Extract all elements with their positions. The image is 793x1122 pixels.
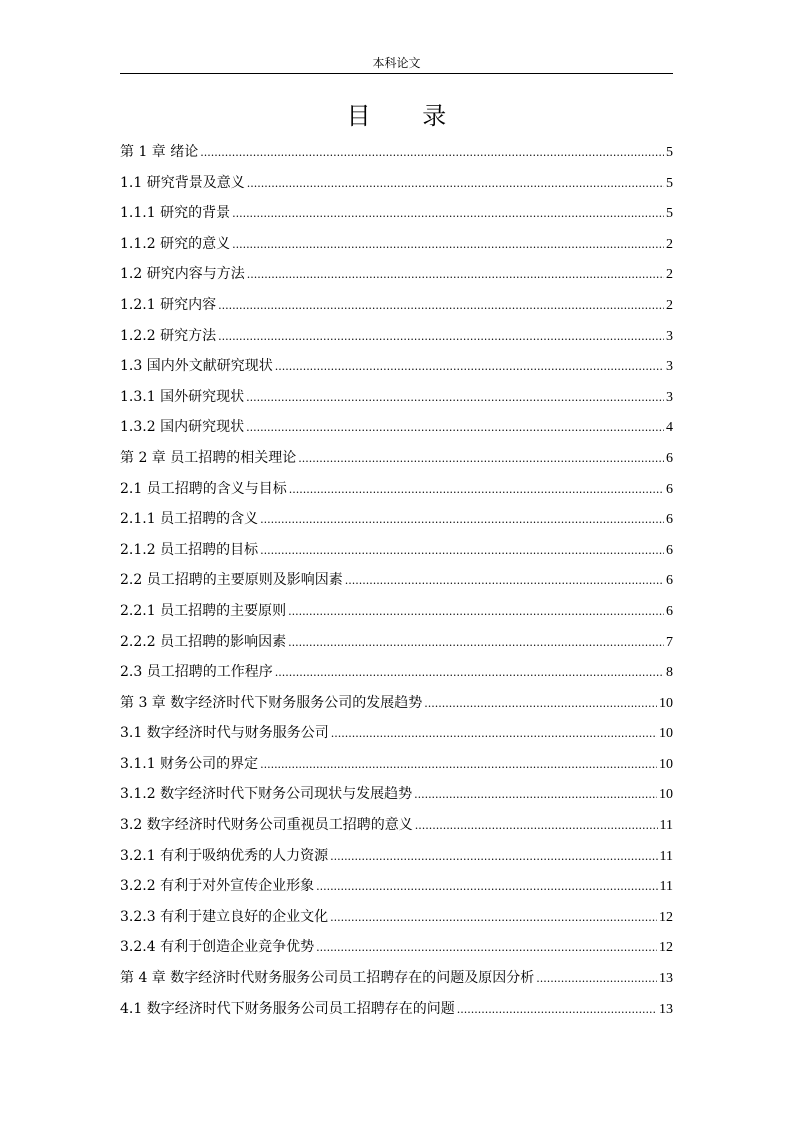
- toc-entry[interactable]: [120, 810, 673, 841]
- toc-entry[interactable]: [120, 596, 673, 627]
- toc-entry-label: 3.1 数字经济时代与财务服务公司: [120, 725, 329, 742]
- toc-entry[interactable]: [120, 474, 673, 505]
- toc-entry[interactable]: [120, 137, 673, 168]
- toc-entry[interactable]: [120, 627, 673, 658]
- toc-entry[interactable]: [120, 779, 673, 810]
- toc-dot-leader: [424, 689, 657, 720]
- toc-entry-page-number: 10: [659, 726, 673, 742]
- toc-entry-page-number: 2: [666, 267, 673, 283]
- toc-entry-label: 2.1.2 员工招聘的目标: [120, 541, 259, 558]
- toc-dot-leader: [246, 413, 664, 444]
- toc-entry-label: 4.1 数字经济时代下财务服务公司员工招聘存在的问题: [120, 1000, 455, 1017]
- toc-entry-page-number: 11: [659, 879, 673, 895]
- toc-dot-leader: [246, 383, 664, 414]
- toc-dot-leader: [316, 872, 657, 903]
- toc-dot-leader: [260, 750, 657, 781]
- toc-entry[interactable]: [120, 168, 673, 199]
- toc-dot-leader: [275, 658, 664, 689]
- toc-dot-leader: [260, 505, 664, 536]
- toc-entry-label: 1.1.1 研究的背景: [120, 205, 231, 222]
- toc-entry-page-number: 6: [666, 603, 673, 619]
- toc-entry-label: 3.1.2 数字经济时代下财务公司现状与发展趋势: [120, 786, 413, 803]
- toc-entry-label: 1.2.1 研究内容: [120, 296, 217, 313]
- toc-entry-page-number: 6: [666, 481, 673, 497]
- toc-entry-page-number: 5: [666, 175, 673, 191]
- toc-entry-page-number: 2: [666, 236, 673, 252]
- toc-entry-page-number: 12: [659, 909, 673, 925]
- toc-entry[interactable]: [120, 198, 673, 229]
- toc-dot-leader: [260, 536, 664, 567]
- toc-dot-leader: [298, 444, 664, 475]
- toc-entry-page-number: 10: [659, 756, 673, 772]
- toc-entry[interactable]: [120, 443, 673, 474]
- toc-entry-label: 2.2.1 员工招聘的主要原则: [120, 602, 287, 619]
- toc-entry-label: 第 4 章 数字经济时代财务服务公司员工招聘存在的问题及原因分析: [120, 970, 535, 987]
- toc-dot-leader: [415, 811, 658, 842]
- toc-dot-leader: [331, 719, 657, 750]
- toc-entry-page-number: 6: [666, 573, 673, 589]
- toc-entry[interactable]: [120, 382, 673, 413]
- toc-entry-label: 1.2 研究内容与方法: [120, 266, 245, 283]
- toc-entry-page-number: 5: [666, 145, 673, 160]
- toc-dot-leader: [288, 597, 664, 628]
- toc-entry-label: 1.3.2 国内研究现状: [120, 419, 245, 436]
- toc-entry-page-number: 11: [659, 818, 673, 834]
- toc-entry-label: 第 2 章 员工招聘的相关理论: [120, 449, 297, 466]
- toc-entry-label: 3.2.2 有利于对外宣传企业形象: [120, 878, 315, 895]
- toc-entry-label: 3.2.3 有利于建立良好的企业文化: [120, 908, 329, 925]
- toc-dot-leader: [232, 230, 664, 261]
- toc-entry[interactable]: [120, 871, 673, 902]
- toc-dot-leader: [247, 260, 664, 291]
- toc-dot-leader: [200, 138, 664, 169]
- toc-entry-label: 2.1.1 员工招聘的含义: [120, 511, 259, 528]
- page-title: 目 录: [346, 102, 469, 130]
- toc-dot-leader: [330, 903, 657, 934]
- toc-entry-page-number: 6: [666, 512, 673, 528]
- toc-entry-page-number: 10: [659, 787, 673, 803]
- toc-entry-label: 1.3 国内外文献研究现状: [120, 358, 273, 375]
- toc-dot-leader: [457, 995, 657, 1026]
- toc-dot-leader: [289, 475, 664, 506]
- toc-entry[interactable]: [120, 504, 673, 535]
- toc-entry[interactable]: [120, 259, 673, 290]
- toc-entry-page-number: 13: [659, 1001, 673, 1017]
- toc-entry-label: 2.2 员工招聘的主要原则及影响因素: [120, 572, 343, 589]
- toc-entry-label: 3.2 数字经济时代财务公司重视员工招聘的意义: [120, 817, 413, 834]
- toc-entry-page-number: 8: [666, 665, 673, 681]
- toc-entry-page-number: 5: [666, 206, 673, 222]
- toc-entry-label: 2.3 员工招聘的工作程序: [120, 664, 273, 681]
- toc-entry[interactable]: [120, 321, 673, 352]
- toc-entry-label: 3.2.1 有利于吸纳优秀的人力资源: [120, 847, 329, 864]
- toc-entry-page-number: 7: [666, 634, 673, 650]
- toc-entry-label: 2.2.2 员工招聘的影响因素: [120, 633, 287, 650]
- toc-dot-leader: [218, 291, 664, 322]
- toc-entry[interactable]: [120, 229, 673, 260]
- toc-entry[interactable]: [120, 290, 673, 321]
- toc-entry-page-number: 10: [659, 695, 673, 711]
- toc-dot-leader: [218, 322, 664, 353]
- toc-dot-leader: [330, 842, 657, 873]
- toc-entry[interactable]: [120, 351, 673, 382]
- page-header: 本科论文: [372, 56, 421, 70]
- toc-entry-label: 第 1 章 绪论: [120, 144, 199, 160]
- header-rule: [120, 73, 673, 74]
- toc-entry-page-number: 4: [666, 420, 673, 436]
- toc-entry[interactable]: [120, 565, 673, 596]
- toc-entry-label: 1.1.2 研究的意义: [120, 235, 231, 252]
- toc-entry[interactable]: [120, 657, 673, 688]
- toc-entry[interactable]: [120, 932, 673, 963]
- toc-entry[interactable]: [120, 688, 673, 719]
- toc-entry-page-number: 12: [659, 940, 673, 956]
- toc-dot-leader: [414, 780, 657, 811]
- toc-entry[interactable]: [120, 718, 673, 749]
- toc-entry-label: 2.1 员工招聘的含义与目标: [120, 480, 287, 497]
- toc-entry[interactable]: [120, 994, 673, 1025]
- toc-entry[interactable]: [120, 963, 673, 994]
- toc-entry-label: 1.2.2 研究方法: [120, 327, 217, 344]
- toc-entry-label: 1.3.1 国外研究现状: [120, 388, 245, 405]
- toc-entry-page-number: 3: [666, 328, 673, 344]
- toc-entry-label: 3.2.4 有利于创造企业竞争优势: [120, 939, 315, 956]
- toc-dot-leader: [288, 628, 664, 659]
- toc-dot-leader: [232, 199, 664, 230]
- toc-entry[interactable]: [120, 841, 673, 872]
- toc-entry-page-number: 3: [666, 359, 673, 375]
- toc-dot-leader: [247, 169, 664, 200]
- toc-dot-leader: [536, 964, 657, 995]
- toc-dot-leader: [345, 566, 664, 597]
- toc-entry-label: 1.1 研究背景及意义: [120, 174, 245, 191]
- toc-entry-label: 第 3 章 数字经济时代下财务服务公司的发展趋势: [120, 694, 423, 711]
- toc-entry-page-number: 11: [659, 848, 673, 864]
- toc-entry[interactable]: [120, 902, 673, 933]
- toc-entry[interactable]: [120, 749, 673, 780]
- toc-dot-leader: [275, 352, 664, 383]
- toc-dot-leader: [316, 933, 657, 964]
- toc-entry-page-number: 6: [666, 450, 673, 466]
- table-of-contents: [120, 137, 673, 1024]
- toc-entry-page-number: 2: [666, 297, 673, 313]
- toc-entry-page-number: 3: [666, 389, 673, 405]
- toc-entry[interactable]: [120, 412, 673, 443]
- toc-entry[interactable]: [120, 535, 673, 566]
- toc-entry-page-number: 13: [659, 971, 673, 987]
- toc-entry-page-number: 6: [666, 542, 673, 558]
- toc-entry-label: 3.1.1 财务公司的界定: [120, 755, 259, 772]
